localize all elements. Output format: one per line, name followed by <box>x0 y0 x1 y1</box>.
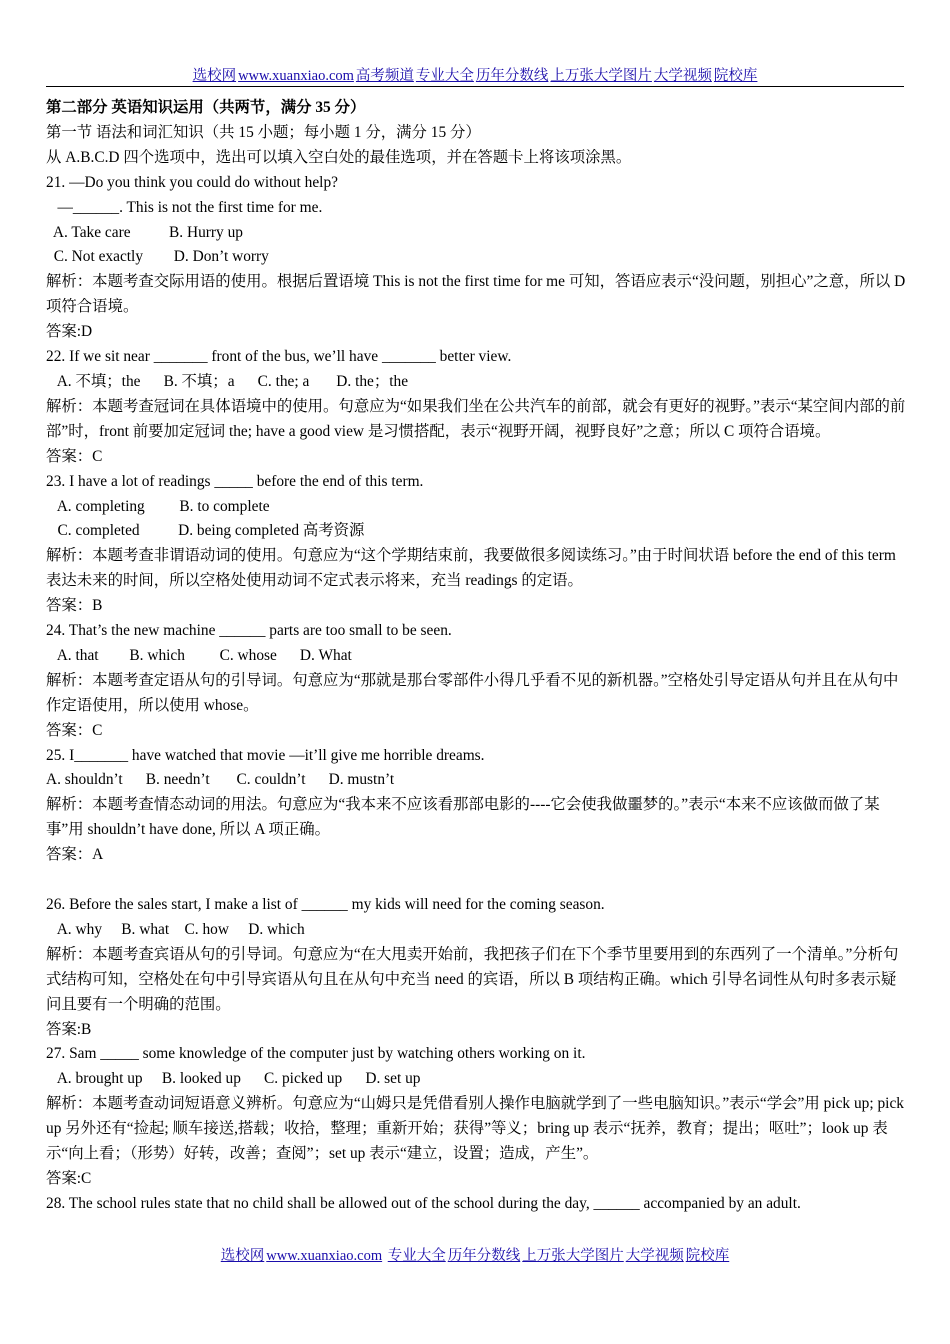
question-list <box>46 171 908 1217</box>
options-line: A. 不填；the B. 不填；a C. the; a D. the；the <box>46 372 409 390</box>
options-line: A. brought up B. looked up C. picked up D. set up <box>46 1070 421 1088</box>
question-line: 25. I_______ have watched that movie —it’ll give me horrible dreams. <box>46 746 485 764</box>
explanation-text: 解析：本题考查动词短语意义辨析。句意应为“山姆只是凭借看别人操作电脑就学到了一些电脑知识。”表示“学会”用 pick up; pick up 另外还有“捡起; 顺车接送,搭载；收拾，整理；重新开始；获得”等义；bring up 表示“抚养，教育；提出；呕吐”；look up 表示“向上看；（形势）好转，改善；查阅”；set up 表示“建立，设置；造成，产生”。 <box>46 1095 904 1163</box>
explanation-text: 解析：本题考查宾语从句的引导词。句意应为“在大甩卖开始前，我把孩子们在下个季节里要用到的东西列了一个清单。”分析句式结构可知，空格处在句中引导宾语从句且在从句中充当 need 的宾语，所以 B 项结构正确。which 引导名词性从句时多表示疑问且要有一个明确的范围。 <box>46 945 899 1013</box>
header-link-gaokao[interactable]: 高考频道 <box>355 68 414 84</box>
header-link-scores[interactable]: 历年分数线 <box>475 68 549 84</box>
options-line: A. Take care B. Hurry up <box>46 223 243 241</box>
answer-text: 答案：C <box>46 447 103 465</box>
header-link-videos[interactable]: 大学视频 <box>653 68 712 84</box>
answer-text: 答案:D <box>46 323 93 341</box>
question-line: 28. The school rules state that no child shall be allowed out of the school during the day, ______ accompanied by an adult. <box>46 1194 801 1212</box>
explanation-text: 解析：本题考查交际用语的使用。根据后置语境 This is not the first time for me 可知，答语应表示“没问题，别担心”之意，所以 D 项符合语境。 <box>46 273 906 316</box>
header-link-photos[interactable]: 上万张大学图片 <box>550 68 652 84</box>
options-line: A. why B. what C. how D. which <box>46 920 305 938</box>
explanation-text: 解析：本题考查冠词在具体语境中的使用。句意应为“如果我们坐在公共汽车的前部，就会有更好的视野。”表示“某空间内部的前部”时，front 前要加定冠词 the; have a good view 是习惯搭配，表示“视野开阔，视野良好”之意；所以 C 项符合语境。 <box>46 397 906 440</box>
instruction: 从 A.B.C.D 四个选项中，选出可以填入空白处的最佳选项，并在答题卡上将该项涂黑。 <box>46 148 632 166</box>
exam-content <box>46 96 908 1217</box>
footer-link-scores[interactable]: 历年分数线 <box>447 1248 521 1264</box>
options-line: A. shouldn’t B. needn’t C. couldn’t D. mustn’t <box>46 771 395 789</box>
explanation-text: 解析：本题考查定语从句的引导词。句意应为“那就是那台零部件小得几乎看不见的新机器。”空格处引导定语从句并且在从句中作定语使用，所以使用 whose。 <box>46 671 899 714</box>
section-title: 第一节 语法和词汇知识（共 15 小题；每小题 1 分，满分 15 分） <box>46 123 481 141</box>
page-footer <box>46 1246 904 1266</box>
options-line: A. completing B. to complete <box>46 497 270 515</box>
question-line: 24. That’s the new machine ______ parts are too small to be seen. <box>46 622 452 640</box>
footer-link-xuanxiao[interactable]: 选校网 <box>220 1248 265 1264</box>
answer-text: 答案：C <box>46 721 103 739</box>
question-line: 21. —Do you think you could do without help? <box>46 173 338 191</box>
footer-link-colleges[interactable]: 院校库 <box>685 1248 730 1264</box>
options-line: A. that B. which C. whose D. What <box>46 646 352 664</box>
options-line: C. completed D. being completed 高考资源 <box>46 522 365 540</box>
footer-link-website[interactable]: www.xuanxiao.com <box>266 1248 383 1264</box>
blank-line <box>46 868 908 893</box>
answer-text: 答案:C <box>46 1169 92 1187</box>
page-header <box>46 66 904 87</box>
footer-link-photos[interactable]: 上万张大学图片 <box>522 1248 624 1264</box>
header-link-xuanxiao[interactable]: 选校网 <box>192 68 237 84</box>
question-line: 22. If we sit near _______ front of the bus, we’ll have _______ better view. <box>46 348 512 366</box>
answer-text: 答案：B <box>46 597 103 615</box>
header-link-colleges[interactable]: 院校库 <box>713 68 758 84</box>
answer-text: 答案:B <box>46 1020 92 1038</box>
question-line: —______. This is not the first time for me. <box>46 198 323 216</box>
header-link-majors[interactable]: 专业大全 <box>415 68 474 84</box>
question-line: 27. Sam _____ some knowledge of the computer just by watching others working on it. <box>46 1045 586 1063</box>
question-line: 26. Before the sales start, I make a list of ______ my kids will need for the coming season. <box>46 895 605 913</box>
header-link-website[interactable]: www.xuanxiao.com <box>238 68 354 84</box>
footer-link-videos[interactable]: 大学视频 <box>625 1248 684 1264</box>
part-title: 第二部分 英语知识运用（共两节，满分 35 分） <box>46 99 366 116</box>
answer-text: 答案：A <box>46 846 104 864</box>
options-line: C. Not exactly D. Don’t worry <box>46 248 269 266</box>
question-line: 23. I have a lot of readings _____ before the end of this term. <box>46 472 424 490</box>
footer-link-majors[interactable]: 专业大全 <box>387 1248 446 1264</box>
explanation-text: 解析：本题考查情态动词的用法。句意应为“我本来不应该看那部电影的----它会使我做噩梦的。”表示“本来不应该做而做了某事”用 shouldn’t have done, 所以 A 项正确。 <box>46 796 880 839</box>
explanation-text: 解析：本题考查非谓语动词的使用。句意应为“这个学期结束前，我要做很多阅读练习。”由于时间状语 before the end of this term 表达未来的时间，所以空格处使用动词不定式表示将来，充当 readings 的定语。 <box>46 547 896 590</box>
